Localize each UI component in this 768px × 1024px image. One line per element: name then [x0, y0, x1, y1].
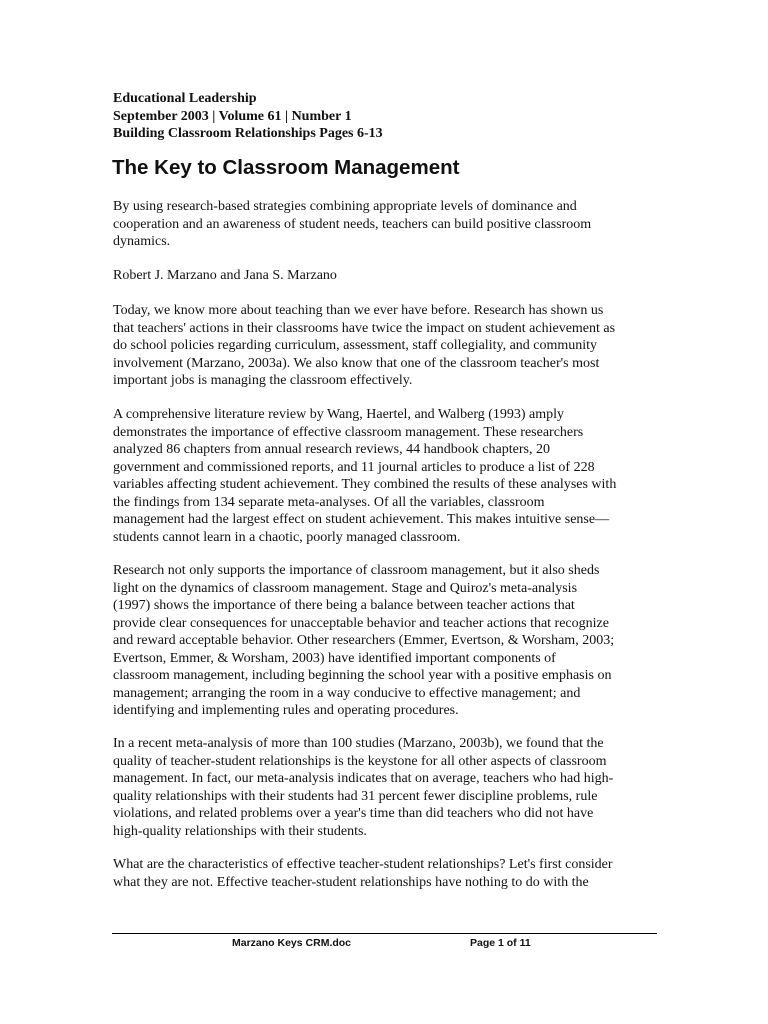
text-line: variables affecting student achievement. They combined the results of these analyses with	[113, 477, 617, 492]
citation-header	[113, 90, 673, 143]
text-line: quality relationships with their students had 31 percent fewer discipline problems, rule	[113, 788, 598, 804]
text-line: management had the largest effect on student achievement. This makes intuitive sense—	[113, 512, 610, 527]
summary-paragraph	[113, 198, 591, 251]
text-line: dynamics.	[113, 234, 171, 249]
text-line: involvement (Marzano, 2003a). We also know that one of the classroom teacher's most	[113, 355, 600, 371]
author-line	[113, 267, 337, 285]
text-line: light on the dynamics of classroom management. Stage and Quiroz's meta-analysis	[113, 580, 578, 596]
text-line: Research not only supports the importance of classroom management, but it also sheds	[113, 563, 600, 578]
text-line: analyzed 86 chapters from annual research reviews, 44 handbook chapters, 20	[113, 442, 550, 457]
text-line: management; arranging the room in a way conducive to effective management; and	[113, 685, 581, 701]
text-line: students cannot learn in a chaotic, poorly managed classroom.	[113, 529, 461, 545]
footer-divider	[112, 933, 657, 934]
text-line: management. In fact, our meta-analysis indicates that on average, teachers who had high-	[113, 771, 614, 786]
text-line: government and commissioned reports, and 11 journal articles to produce a list of 228	[113, 459, 595, 475]
text-line: identifying and implementing rules and operating procedures.	[113, 703, 459, 718]
text-line: (1997) shows the importance of there being a balance between teacher actions that	[113, 598, 575, 613]
text-line: cooperation and an awareness of student needs, teachers can build positive classroom	[113, 216, 592, 232]
text-line: quality of teacher-student relationships is the keystone for all other aspects of classroom	[113, 753, 607, 769]
text-line: By using research-based strategies combining appropriate levels of dominance and	[113, 199, 577, 214]
section-info: Building Classroom Relationships Pages 6-13	[113, 126, 383, 141]
body-paragraph	[113, 406, 616, 546]
text-line: provide clear consequences for unacceptable behavior and teacher actions that recognize	[113, 615, 609, 631]
text-line: Today, we know more about teaching than we ever have before. Research has shown us	[113, 303, 604, 318]
issue-info: September 2003 | Volume 61 | Number 1	[113, 108, 352, 124]
text-line: what they are not. Effective teacher-student relationships have nothing to do with the	[113, 874, 589, 890]
text-line: What are the characteristics of effective teacher-student relationships? Let's first consider	[113, 857, 613, 872]
body-paragraph	[113, 562, 614, 720]
text-line: do school policies regarding curriculum, assessment, staff collegiality, and community	[113, 338, 598, 353]
authors: Robert J. Marzano and Jana S. Marzano	[113, 268, 337, 283]
text-line: In a recent meta-analysis of more than 100 studies (Marzano, 2003b), we found that the	[113, 736, 604, 751]
text-line: A comprehensive literature review by Wang, Haertel, and Walberg (1993) amply	[113, 407, 565, 422]
footer-page-number: Page 1 of 11	[470, 937, 531, 949]
text-line: important jobs is managing the classroom effectively.	[113, 373, 413, 388]
text-line: violations, and related problems over a year's time than did teachers who did not have	[113, 806, 594, 821]
journal-name: Educational Leadership	[113, 91, 257, 106]
footer-filename: Marzano Keys CRM.doc	[232, 937, 352, 949]
article-title: The Key to Classroom Management	[112, 156, 460, 179]
text-line: Evertson, Emmer, & Worsham, 2003) have identified important components of	[113, 650, 556, 666]
text-line: and reward acceptable behavior. Other researchers (Emmer, Evertson, & Worsham, 2003;	[113, 633, 615, 648]
body-paragraph	[113, 302, 615, 390]
text-line: classroom management, including beginning the school year with a positive emphasis on	[113, 668, 612, 683]
body-paragraph	[113, 856, 613, 891]
body-paragraph	[113, 735, 613, 840]
text-line: demonstrates the importance of effective classroom management. These researchers	[113, 424, 584, 440]
text-line: the findings from 134 separate meta-analyses. Of all the variables, classroom	[113, 494, 545, 510]
text-line: high-quality relationships with their students.	[113, 823, 367, 839]
text-line: that teachers' actions in their classrooms have twice the impact on student achievement as	[113, 320, 616, 336]
